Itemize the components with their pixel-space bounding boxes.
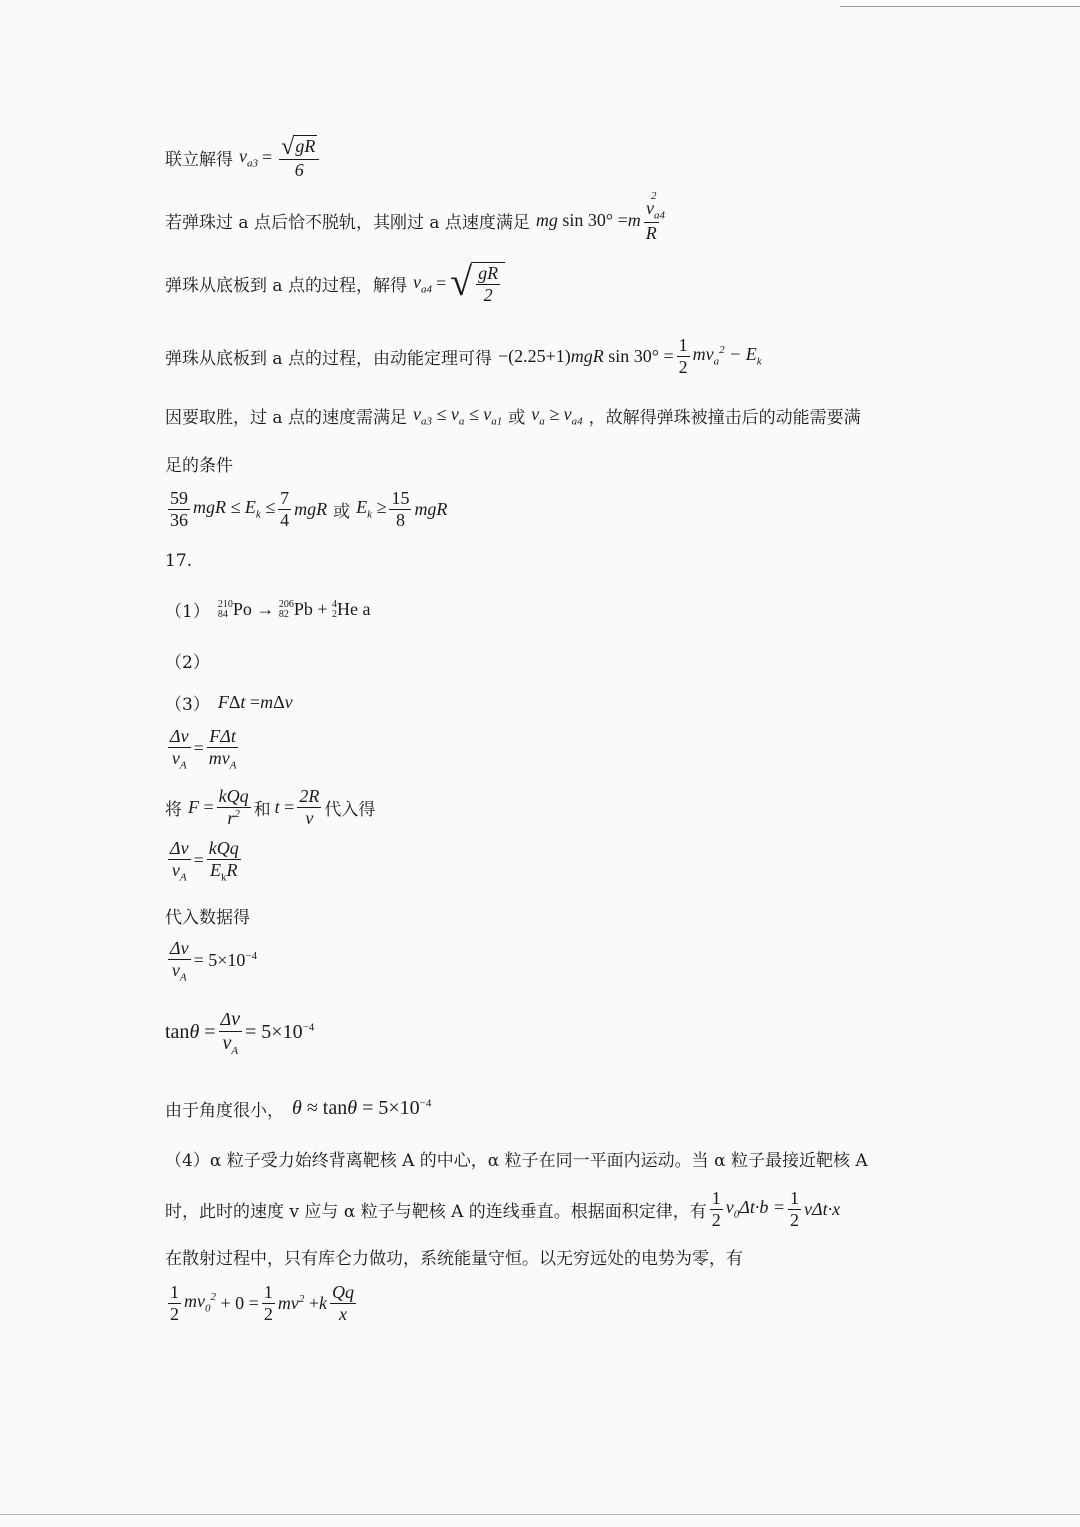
data-substitute-label: [165, 903, 250, 928]
energy-conservation-eq: $\frac{1}{2}$ $mv_0^2$ + 0 = $\frac{1}{2}$ $mv^2$ + k $\frac{Qq}{x}$: [170, 1282, 354, 1324]
part-4-line-3: [165, 1244, 743, 1269]
text-span: （2）: [165, 653, 210, 673]
small-angle-line: 由于角度很小， θ ≈ tan θ = $5\times 10^{-4}$: [165, 1097, 432, 1121]
part-1-line: （1） 210 84 Po → 206 82 Pb + 4 2 He a: [165, 598, 371, 622]
part-4-line-2: 时，此时的速度 v 应与 α 粒子与靶核 A 的连线垂直。根据面积定律，有 $\frac{1}{2}$ $v_0\Delta t\cdot b$ = $\frac{1}{2}$ vΔt·x: [165, 1188, 841, 1230]
text-span: （1）: [165, 602, 210, 622]
text-span: 若弹珠过 a 点后恰不脱轨，其刚过 a 点速度满足: [165, 213, 530, 234]
text-span: 或: [333, 501, 351, 522]
text-span: 代入数据得: [165, 908, 250, 928]
eq-dv-over-v-2: $\frac{\Delta v}{v_A}$ = $\frac{\text{kQq}}{E_kR}$: [170, 838, 239, 884]
text-span: 代入得: [324, 799, 376, 820]
text-span: （3）: [165, 695, 210, 715]
text-span: ，故解得弹珠被撞击后的动能需要满: [588, 408, 861, 428]
text-span: 和: [253, 799, 271, 820]
text-span: 联立解得: [165, 150, 233, 171]
text-span: 弹珠从底板到 a 点的过程，解得: [165, 276, 407, 297]
text-span: 或: [508, 408, 526, 428]
text-span: 由于角度很小，: [165, 1101, 284, 1121]
ek-range-line: $\frac{59}{36}$ mgR ≤ $E_k$ ≤ $\frac{7}{4}$ mgR 或 $E_k$ ≥ $\frac{15}{8}$ mgR: [170, 488, 448, 530]
substitute-line: 将 F = $\frac{\text{kQq}}{r^2}$ 和 t = $\frac{2R}{v}$ 代入得: [165, 786, 376, 828]
eq-dv-over-v-1: $\frac{\Delta v}{v_A}$ = $\frac{\text{FΔt}}{mv_A}$: [170, 726, 237, 772]
part-3-line: （3） F Δ t = m Δ v: [165, 692, 293, 715]
energy-theorem-line: 弹珠从底板到 a 点的过程，由动能定理可得 −(2.25+1) mgR sin 30° = $\frac{1}{2}$ $mv_a^2 - E_k$: [165, 335, 762, 377]
text-span: 在散射过程中，只有库仑力做功，系统能量守恒。以无穷远处的电势为零，有: [165, 1249, 743, 1269]
question-17-number: [165, 551, 192, 571]
condition-label-line: [165, 451, 233, 476]
eq-tan-theta: tan θ = $\frac{\Delta v}{v_A}$ = $5\times 10^{-4}$: [165, 1008, 315, 1057]
part-2-line: [165, 648, 210, 673]
text-span: 17.: [165, 551, 193, 571]
text-span: 时，此时的速度 v 应与 α 粒子与靶核 A 的连线垂直。根据面积定律，有: [165, 1201, 707, 1222]
no-derail-line: 若弹珠过 a 点后恰不脱轨，其刚过 a 点速度满足 mg sin 30° = m $\frac{v_{a4}^2}{R}$: [165, 190, 665, 244]
win-condition-line: 因要取胜，过 a 点的速度需满足 $v_{a3} \le v_a \le v_{a1}$ 或 $v_a \ge v_{a4}$ ，故解得弹珠被撞击后的动能需要满: [165, 403, 861, 428]
text-span: 因要取胜，过 a 点的速度需满足: [165, 408, 407, 428]
solve-va4-line: 弹珠从底板到 a 点的过程，解得 $v_{a4}$ = √ $\frac{gR}{2}$: [165, 262, 505, 305]
text-span: 将: [165, 799, 182, 820]
top-rule: [840, 6, 1080, 7]
text-span: 足的条件: [165, 456, 233, 476]
text-span: （4）α 粒子受力始终背离靶核 A 的中心，α 粒子在同一平面内运动。当 α 粒子最接近靶核 A: [165, 1151, 868, 1171]
part-4-line-1: [165, 1146, 868, 1171]
text-span: 弹珠从底板到 a 点的过程，由动能定理可得: [165, 348, 492, 369]
eq-dv-over-v-value: $\frac{\Delta v}{v_A}$ = $5\times 10^{-4}$: [170, 938, 258, 984]
solve-va3-line: 联立解得 $v_{a3}$ = √ gR 6: [165, 135, 322, 181]
bottom-rule: [0, 1514, 1080, 1515]
